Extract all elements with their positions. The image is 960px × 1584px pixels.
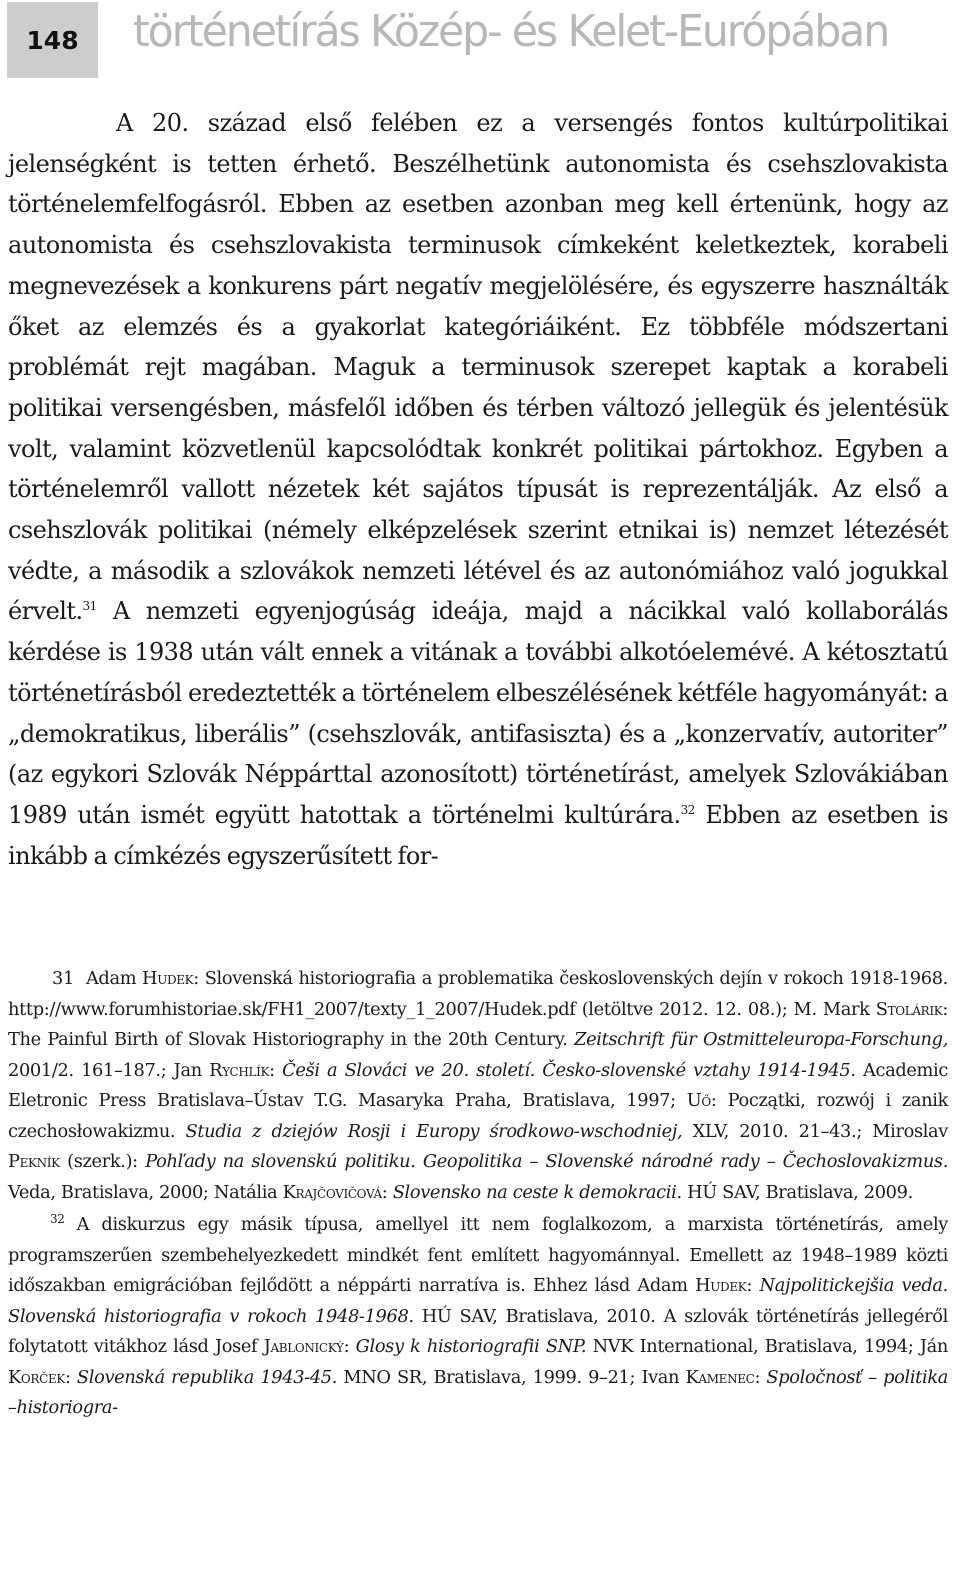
footnote-ref-32[interactable]: 32 bbox=[680, 802, 695, 817]
body-text-2: A nemzeti egyenjogúság ideája, majd a nácikkal való kollaborálás kérdése is 1938 után vált ennek a vitának a további alkotóelemévé. A kétosztatú történetírásból eredeztették a történelem elbeszélésének kétféle hagyományát: a „demokratikus, liberális” (csehszlovák, antifasiszta) és a „konzervatív, autoriter” (az egykori Szlovák Néppárttal azonosított) történetírást, amelyek Szlovákiában 1989 után ismét együtt hatottak a történelmi kultúrára. bbox=[8, 597, 948, 829]
author-name: Rychlík bbox=[209, 1059, 270, 1081]
footnote-text-segment: Veda, Bratislava, 2000; Natália bbox=[8, 1181, 283, 1203]
footnotes-section bbox=[8, 964, 948, 1426]
author-name: Krajčovičová bbox=[282, 1181, 382, 1203]
citation-title: Slovenská republika 1943-45. bbox=[76, 1366, 338, 1388]
citation-title: Glosy k historiografii SNP. bbox=[355, 1336, 587, 1357]
footnote-31 bbox=[8, 964, 948, 1208]
footnote-text-segment: : bbox=[343, 1336, 356, 1357]
footnote-text-segment: MNO SR, Bratislava, 1999. 9–21; Ivan bbox=[337, 1366, 686, 1388]
citation-title: Spoločnosť – politika –historiogra- bbox=[8, 1366, 948, 1418]
citation-title: Najpolitickejšia veda. Slovenská historiografia v rokoch 1948-1968. bbox=[8, 1275, 948, 1327]
footnote-31-text bbox=[8, 968, 948, 1203]
footnote-text-segment: A diskurzus egy másik típusa, amellyel itt nem foglalkozom, a marxista történetírás, amely programszerűen szembehelyezkedett mindkét fent említett hagyománnyal. Emellett az 1948–1989 közti időszakban emigrációban fejlődött a néppárti narratíva is. Ehhez lásd Adam bbox=[8, 1214, 948, 1296]
main-text bbox=[8, 103, 948, 876]
body-text-3: Ebben az esetben is inkább a címkézés egyszerűsített for- bbox=[8, 800, 948, 870]
footnote-number: 31 bbox=[52, 968, 74, 989]
footnote-ref-31[interactable]: 31 bbox=[82, 599, 97, 614]
author-name: Korček bbox=[8, 1366, 65, 1388]
footnote-text-segment: : bbox=[64, 1366, 77, 1388]
footnote-32-text bbox=[8, 1214, 948, 1418]
author-name: Jablonický bbox=[263, 1336, 344, 1357]
footnote-text-segment: : Początki, rozwój i zanik czechosłowakizmu. bbox=[8, 1090, 949, 1142]
footnote-32 bbox=[8, 1210, 948, 1424]
footnote-text-segment: Academic Eletronic Press Bratislava–Ústav T.G. Masaryka Praha, Bratislava, 1997; bbox=[8, 1059, 948, 1111]
footnote-text-segment: Adam bbox=[85, 968, 143, 989]
author-name: Hudek bbox=[142, 968, 194, 989]
citation-title: Pohľady na slovenskú politiku. Geopolitika – Slovenské národné rady – Čechoslovakizmus. bbox=[145, 1151, 948, 1172]
footnote-text-segment: HÚ SAV, Bratislava, 2009. bbox=[681, 1181, 913, 1203]
author-name: Stolárik bbox=[875, 998, 943, 1020]
footnote-text-segment: (szerk.): bbox=[59, 1151, 146, 1172]
footnote-text-segment: NVK International, Bratislava, 1994; Ján bbox=[586, 1336, 948, 1357]
footnote-text-segment: XLV, 2010. 21–43.; Miroslav bbox=[682, 1120, 949, 1142]
page-header bbox=[0, 0, 960, 80]
running-title: történetírás Közép- és Kelet-Európában bbox=[133, 6, 889, 57]
footnote-text-segment: HÚ SAV, Bratislava, 2010. A szlovák történetírás jellegéről folytatott vitákhoz lásd Josef bbox=[8, 1305, 948, 1357]
footnote-text-segment: : Slovenská historiografia a problematika československých dejín v rokoch 1918-1968. http://www.forumhistoriae.sk/FH1_2007/texty_1_2007/Hudek.pdf (letöltve 2012. 12. 08.); M. Mark bbox=[8, 968, 948, 1020]
footnote-number: 32 bbox=[50, 1212, 65, 1227]
citation-title: Zeitschrift für Ostmitteleuropa-Forschung, bbox=[574, 1029, 948, 1050]
author-name: Kamenec bbox=[685, 1366, 755, 1388]
footnote-text-segment: 2001/2. 161–187.; Jan bbox=[8, 1059, 210, 1081]
body-paragraph bbox=[8, 103, 948, 876]
body-text-1: A 20. század első felében ez a versengés fontos kultúrpolitikai jelenségként is tetten érhető. Beszélhetünk autonomista és csehszlovakista történelemfelfogásról. Ebben az esetben azonban meg kell értenünk, hogy az autonomista és csehszlovakista terminusok címkeként keletkeztek, korabeli megnevezések a konkurens párt negatív megjelölésére, és egyszerre használták őket az elemzés és a gyakorlat kategóriáiként. Ez többféle módszertani problémát rejt magában. Maguk a terminusok szerepet kaptak a korabeli politikai versengésben, másfelől időben és térben változó jellegük és jelentésük volt, valamint közvetlenül kapcsolódtak konkrét politikai pártokhoz. Egyben a történelemről vallott nézetek két sajátos típusát is reprezentálják. Az első a csehszlovák politikai (némely elképzelések szerint etnikai is) nemzet létezését védte, a második a szlovákok nemzeti létével és az autonómiához való jogukkal érvelt. bbox=[8, 109, 948, 626]
footnote-text-segment: : bbox=[269, 1059, 283, 1081]
citation-title: Češi a Slováci ve 20. století. Česko-slovenské vztahy 1914-1945. bbox=[282, 1059, 856, 1081]
footnote-text-segment: : The Painful Birth of Slovak Historiography in the 20th Century. bbox=[8, 998, 948, 1050]
footnote-text-segment: : bbox=[754, 1366, 767, 1388]
author-name: Uő bbox=[686, 1090, 711, 1111]
page-number-box bbox=[7, 2, 98, 78]
footnote-text-segment: : bbox=[381, 1181, 393, 1203]
footnote-text-segment: : bbox=[746, 1275, 760, 1296]
author-name: Pekník bbox=[8, 1151, 60, 1172]
citation-title: Slovensko na ceste k demokracii. bbox=[392, 1181, 682, 1203]
author-name: Hudek bbox=[695, 1275, 747, 1296]
page-number: 148 bbox=[26, 25, 79, 55]
citation-title: Studia z dziejów Rosji i Europy środkowo-wschodniej, bbox=[185, 1120, 683, 1142]
